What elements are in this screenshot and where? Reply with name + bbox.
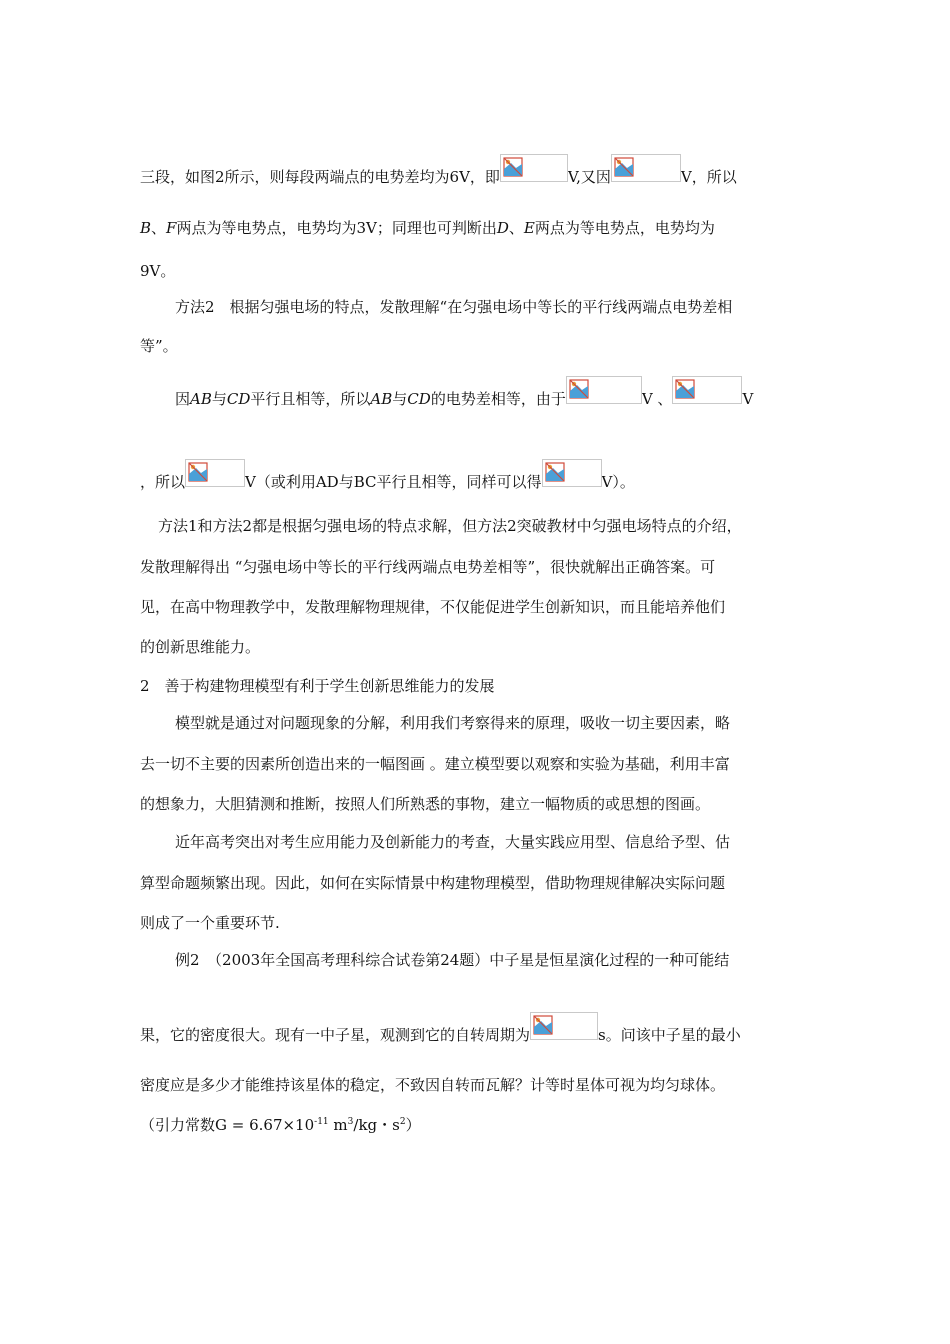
broken-image-icon bbox=[545, 462, 565, 482]
formula-image bbox=[530, 1012, 598, 1040]
superscript: 3 bbox=[347, 1117, 354, 1127]
text: 两点为等电势点，电势均为 bbox=[534, 219, 715, 237]
formula-image bbox=[185, 459, 245, 487]
text: 、 bbox=[508, 219, 524, 237]
paragraph-line: 9V。 bbox=[140, 262, 176, 280]
paragraph-line: 近年高考突出对考生应用能力及创新能力的考查，大量实践应用型、信息给予型、估 bbox=[175, 833, 731, 851]
formula-image bbox=[500, 154, 568, 182]
paragraph-line: 算型命题频繁出现。因此，如何在实际情景中构建物理模型，借助物理规律解决实际问题 bbox=[140, 874, 726, 892]
paragraph-line: 见，在高中物理教学中，发散理解物理规律，不仅能促进学生创新知识，而且能培养他们 bbox=[140, 598, 726, 616]
broken-image-icon bbox=[614, 157, 634, 177]
broken-image-icon bbox=[569, 379, 589, 399]
text: m bbox=[328, 1116, 348, 1134]
text: 因 bbox=[175, 390, 191, 408]
paragraph-line: 等”。 bbox=[140, 337, 178, 355]
point-label: B bbox=[140, 219, 152, 237]
text: ） bbox=[405, 1116, 421, 1134]
paragraph-line: 密度应是多少才能维持该星体的稳定，不致因自转而瓦解？计等时星体可视为均匀球体。 bbox=[140, 1076, 726, 1094]
superscript: -11 bbox=[314, 1117, 329, 1127]
text: V）。 bbox=[601, 473, 635, 491]
paragraph-line: 例2 （2003年全国高考理科综合试卷第24题）中子星是恒星演化过程的一种可能结 bbox=[175, 951, 730, 969]
paragraph-line bbox=[140, 154, 737, 187]
segment-label: AB bbox=[370, 390, 393, 408]
formula-image bbox=[672, 376, 742, 404]
text: s。问该中子星的最小 bbox=[598, 1026, 741, 1044]
paragraph-line bbox=[140, 218, 715, 238]
segment-label: AB bbox=[190, 390, 212, 408]
segment-label: CD bbox=[407, 390, 431, 408]
broken-image-icon bbox=[675, 379, 695, 399]
section-heading: 2 善于构建物理模型有利于学生创新思维能力的发展 bbox=[140, 677, 495, 695]
text: V，所以 bbox=[680, 168, 737, 186]
superscript: 2 bbox=[399, 1117, 406, 1127]
segment-label: CD bbox=[226, 390, 251, 408]
text: 果，它的密度很大。现有一中子星，观测到它的自转周期为 bbox=[140, 1026, 531, 1044]
text: 与 bbox=[392, 390, 408, 408]
paragraph-line: 的创新思维能力。 bbox=[140, 638, 261, 656]
text: 与 bbox=[211, 390, 227, 408]
text: 两点为等电势点，电势均为3V；同理也可判断出 bbox=[176, 219, 497, 237]
broken-image-icon bbox=[533, 1015, 553, 1035]
text: 三段，如图2所示，则每段两端点的电势差均为6V，即 bbox=[140, 168, 500, 186]
text: V 、 bbox=[641, 390, 673, 408]
text: /kg・s bbox=[353, 1116, 400, 1134]
paragraph-line: 方法1和方法2都是根据匀强电场的特点求解，但方法2突破教材中匀强电场特点的介绍， bbox=[158, 517, 742, 535]
paragraph-line bbox=[175, 376, 753, 409]
text: V bbox=[742, 390, 754, 408]
paragraph-line: 去一切不主要的因素所创造出来的一幅图画 。建立模型要以观察和实验为基础，利用丰富 bbox=[140, 755, 730, 773]
formula-image bbox=[566, 376, 642, 404]
paragraph-line: 模型就是通过对问题现象的分解，利用我们考察得来的原理，吸收一切主要因素，略 bbox=[175, 714, 731, 732]
text: V（或利用AD与BC平行且相等，同样可以得 bbox=[245, 473, 542, 491]
broken-image-icon bbox=[188, 462, 208, 482]
paragraph-line bbox=[140, 1012, 741, 1045]
text: 的电势差相等，由于 bbox=[430, 390, 566, 408]
text: 平行且相等，所以 bbox=[250, 390, 371, 408]
paragraph-line: 则成了一个重要环节. bbox=[140, 914, 280, 932]
point-label: E bbox=[523, 219, 535, 237]
paragraph-line: 的想象力，大胆猜测和推断，按照人们所熟悉的事物，建立一幅物质的或思想的图画。 bbox=[140, 795, 711, 813]
paragraph-line bbox=[140, 1115, 421, 1135]
broken-image-icon bbox=[503, 157, 523, 177]
formula-image bbox=[542, 459, 602, 487]
formula-image bbox=[611, 154, 681, 182]
paragraph-line: 方法2 根据匀强电场的特点，发散理解“在匀强电场中等长的平行线两端点电势差相 bbox=[175, 298, 733, 316]
point-label: F bbox=[166, 219, 177, 237]
text: ，所以 bbox=[140, 473, 186, 491]
text: V,又因 bbox=[567, 168, 611, 186]
text: 、 bbox=[151, 219, 167, 237]
point-label: D bbox=[496, 219, 509, 237]
paragraph-line bbox=[140, 459, 635, 492]
paragraph-line: 发散理解得出 “匀强电场中等长的平行线两端点电势差相等”，很快就解出正确答案。可 bbox=[140, 558, 716, 576]
text: （引力常数G = 6.67×10 bbox=[140, 1116, 315, 1134]
